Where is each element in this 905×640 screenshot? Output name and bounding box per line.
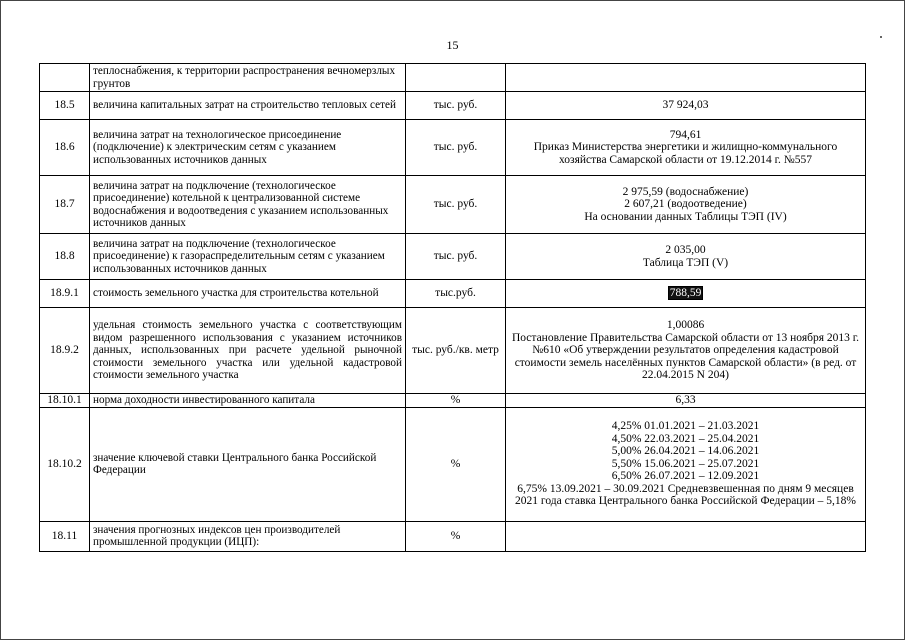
row-name: величина затрат на подключение (технологическое присоединение) к газораспределительным сетям с указанием использованных источников данных (90, 234, 406, 280)
value-line: На основании данных Таблицы ТЭП (IV) (584, 210, 787, 223)
highlighted-value: 788,59 (669, 287, 702, 300)
row-number: 18.5 (40, 92, 90, 120)
row-name: стоимость земельного участка для строительства котельной (90, 280, 406, 308)
row-value (506, 407, 866, 521)
table-row (40, 234, 866, 280)
row-value (506, 176, 866, 234)
value-line: Таблица ТЭП (V) (642, 256, 729, 269)
row-unit: тыс.руб. (406, 280, 506, 308)
value-line: 6,33 (675, 394, 696, 406)
table-row (40, 92, 866, 120)
row-number: 18.6 (40, 120, 90, 176)
row-unit: тыс. руб. (406, 176, 506, 234)
value-line: 5,50% 15.06.2021 – 25.07.2021 (611, 457, 760, 470)
page-number: 15 (446, 38, 459, 52)
row-value (506, 92, 866, 120)
row-name: норма доходности инвестированного капитала (90, 394, 406, 408)
row-unit: тыс. руб. (406, 120, 506, 176)
row-name: величина затрат на технологическое присоединение (подключение) к электрическим сетям с указанием использованных источников данных (90, 120, 406, 176)
row-unit: % (406, 407, 506, 521)
row-unit: % (406, 521, 506, 551)
row-number: 18.8 (40, 234, 90, 280)
row-number: 18.11 (40, 521, 90, 551)
row-number: 18.9.2 (40, 308, 90, 394)
row-value (506, 120, 866, 176)
parameters-table (39, 63, 866, 552)
table-row (40, 521, 866, 551)
row-number (40, 64, 90, 92)
row-number: 18.10.2 (40, 407, 90, 521)
row-name: удельная стоимость земельного участка с соответствующим видом разрешенного использования с указанием источников данных, использованных при расчете удельной рыночной стоимости земельного участка или удельной кадастровой стоимости земельного участка (90, 308, 406, 394)
table-row (40, 120, 866, 176)
table-row (40, 308, 866, 394)
row-unit (406, 64, 506, 92)
value-line: 794,61 (669, 128, 702, 141)
scan-speck (880, 36, 882, 38)
row-unit: % (406, 394, 506, 408)
row-number: 18.9.1 (40, 280, 90, 308)
value-line: 6,50% 26.07.2021 – 12.09.2021 (611, 470, 760, 483)
row-value (506, 521, 866, 551)
table-row (40, 176, 866, 234)
row-name: теплоснабжения, к территории распространения вечномерзлых грунтов (90, 64, 406, 92)
value-line: Постановление Правительства Самарской области от 13 ноября 2013 г. №610 «Об утверждении результатов определения кадастровой стоимости земель населённых пунктов Самарской области» (в ред. от 22.04.2015 N 204) (511, 331, 860, 382)
row-name: значение ключевой ставки Центрального банка Российской Федерации (90, 407, 406, 521)
row-value (506, 234, 866, 280)
value-line: 37 924,03 (662, 99, 709, 112)
row-name: величина капитальных затрат на строительство тепловых сетей (90, 92, 406, 120)
table-row (40, 394, 866, 408)
row-value (506, 280, 866, 308)
value-line: 5,00% 26.04.2021 – 14.06.2021 (611, 445, 760, 458)
row-value (506, 308, 866, 394)
row-unit: тыс. руб. (406, 92, 506, 120)
value-line: 2 035,00 (665, 244, 706, 256)
row-name: значения прогнозных индексов цен производителей промышленной продукции (ИЦП): (90, 521, 406, 551)
row-name: величина затрат на подключение (технологическое присоединение) котельной к централизованной системе водоснабжения и водоотведения с указанием использованных источников данных (90, 176, 406, 234)
value-line: 6,75% 13.09.2021 – 30.09.2021 Средневзвешенная по дням 9 месяцев 2021 года ставка Центрального банка Российской Федерации – 5,18% (515, 482, 856, 508)
row-value (506, 394, 866, 408)
value-line: 2 607,21 (водоотведение) (624, 198, 747, 211)
value-line: 4,50% 22.03.2021 – 25.04.2021 (611, 432, 760, 445)
row-number: 18.10.1 (40, 394, 90, 408)
value-line: 1,00086 (666, 319, 705, 332)
table-row (40, 280, 866, 308)
value-line: 2 975,59 (водоснабжение) (622, 185, 749, 198)
row-unit: тыс. руб. (406, 234, 506, 280)
value-line: Приказ Министерства энергетики и жилищно-коммунального хозяйства Самарской области от 19.12.2014 г. №557 (533, 141, 838, 166)
row-number: 18.7 (40, 176, 90, 234)
row-value (506, 64, 866, 92)
table-row (40, 64, 866, 92)
value-line: 4,25% 01.01.2021 – 21.03.2021 (611, 420, 760, 433)
table-row (40, 407, 866, 521)
row-unit: тыс. руб./кв. метр (406, 308, 506, 394)
